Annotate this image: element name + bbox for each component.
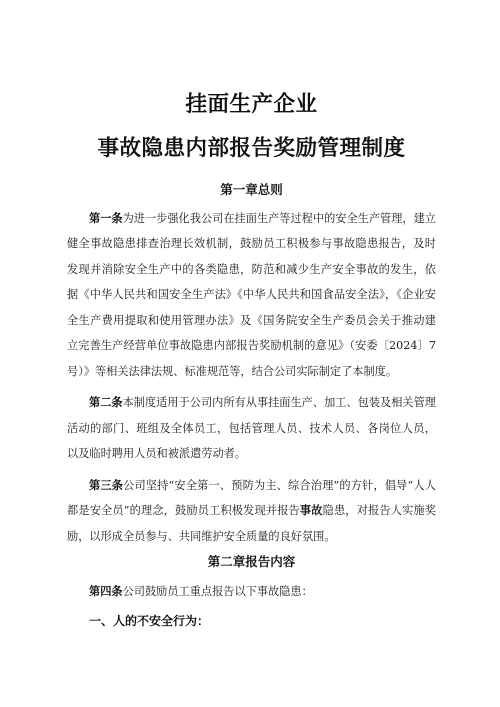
article-2-text: 本制度适用于公司内所有从事挂面生产、加工、包装及相关管理活动的部门、班组及全体员工，包括管理人员、技术人员、各岗位人员，以及临时聘用人员和被派遣劳动者。 bbox=[67, 396, 436, 460]
article-3-emphasis: 事故 bbox=[299, 504, 323, 517]
article-4 bbox=[67, 579, 436, 605]
article-1-text: 为进一步强化我公司在挂面生产等过程中的安全生产管理，建立健全事故隐患排查治理长效机制，鼓励员工积极参与事故隐患报告，及时发现并消除安全生产中的各类隐患，防范和减少生产安全事故的发生，依据《中华人民共和国安全生产法》《中华人民共和国食品安全法》，《企业安全生产费用提取和使用管理办法》及《国务院安全生产委员会关于推动建立完善生产经营单位事故隐患内部报告奖励机制的意见》（安委〔2024〕7号）》等相关法律法规、标准规范等，结合公司实际制定了本制度。 bbox=[67, 211, 436, 378]
document-title-line1: 挂面生产企业 bbox=[185, 92, 318, 117]
article-3 bbox=[67, 473, 436, 550]
article-3-text-a: 公司坚持“安全第一、预防为主、综合治理”的方针，倡导“人人都是安全员”的理念，鼓励员工积极发现并报告 bbox=[67, 478, 436, 517]
chapter-heading-1: 第一章总则 bbox=[220, 182, 283, 197]
article-2 bbox=[67, 390, 436, 467]
document-title-line2: 事故隐患内部报告奖励管理制度 bbox=[97, 135, 406, 161]
article-1 bbox=[67, 206, 436, 385]
article-3-text-b: 隐患，对报告人实施奖励，以形成全员参与、共同维护安全质量的良好氛围。 bbox=[67, 504, 436, 543]
article-1-label: 第一条 bbox=[89, 211, 123, 225]
article-4-text: 公司鼓励员工重点报告以下事故隐患： bbox=[122, 584, 313, 598]
article-3-label: 第三条 bbox=[89, 478, 124, 492]
section-heading-1: 一、人的不安全行为： bbox=[89, 614, 210, 628]
article-2-label: 第二条 bbox=[89, 396, 123, 409]
chapter-heading-2: 第二章报告内容 bbox=[207, 554, 296, 569]
article-4-label: 第四条 bbox=[89, 584, 123, 598]
